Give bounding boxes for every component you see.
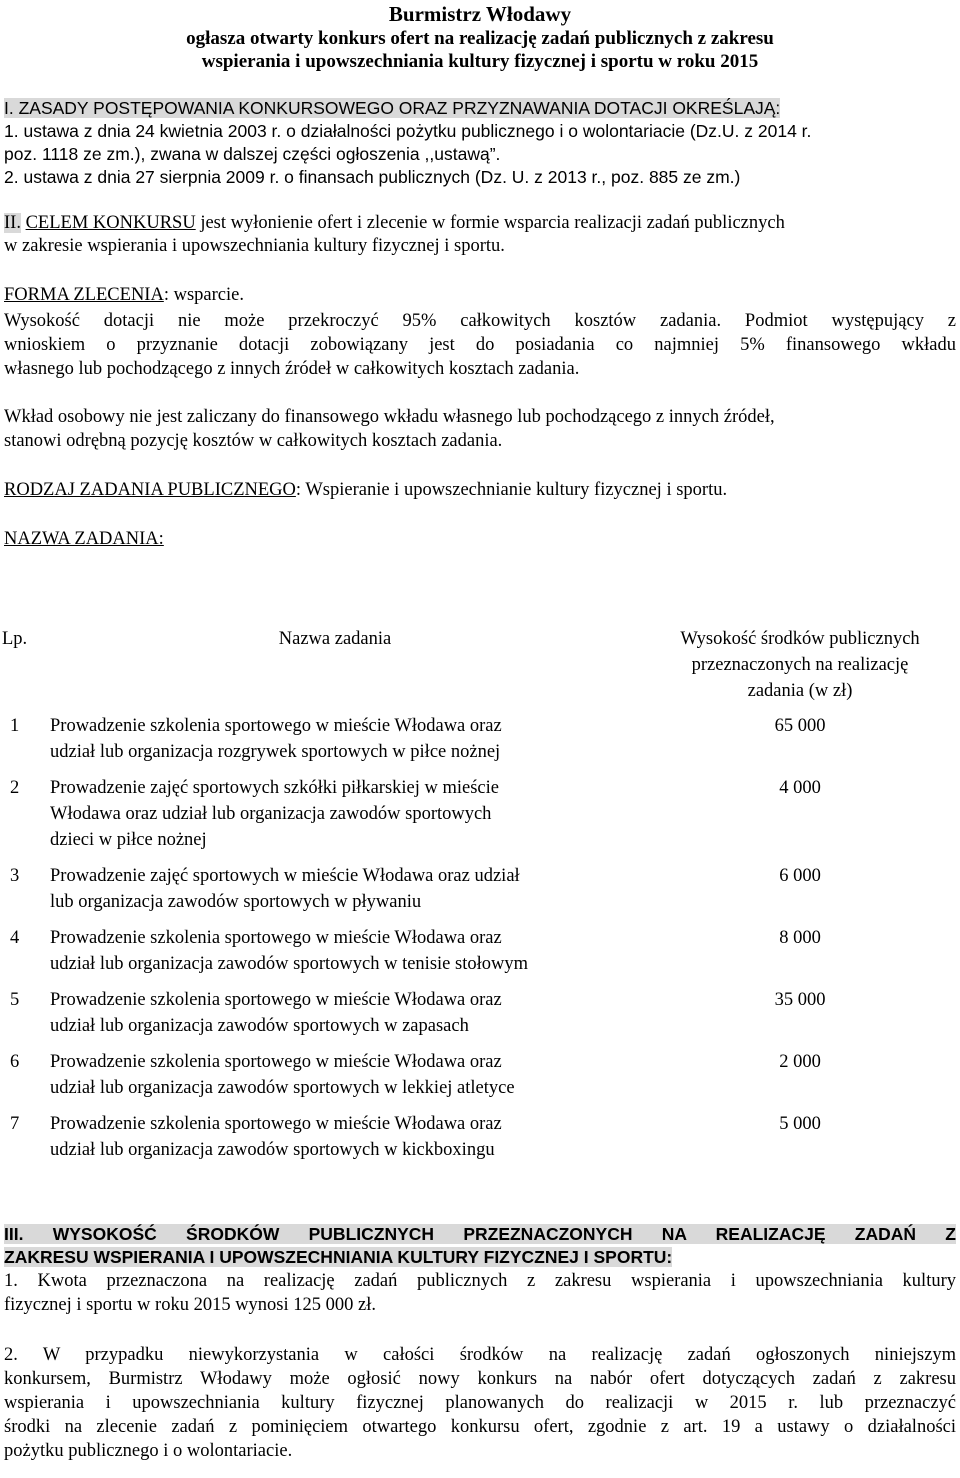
section2-goal-label: CELEM KONKURSU (25, 213, 196, 233)
section3-p2-line3: wspierania i upowszechniania kultury fizycznej planowanych do realizacji w 2015 r. lub przeznaczyć (4, 1393, 956, 1413)
section3-p1-line2: fizycznej i sportu w roku 2015 wynosi 125 000 zł. (4, 1295, 376, 1315)
section2-line2: w zakresie wspierania i upowszechniania kultury fizycznej i sportu. (4, 236, 505, 256)
row-task-line2: lub organizacja zawodów sportowych w pływaniu (50, 892, 422, 912)
table-header-amount-l3: zadania (w zł) (747, 681, 853, 701)
section1-heading: I. ZASADY POSTĘPOWANIA KONKURSOWEGO ORAZ PRZYZNAWANIA DOTACJI OKREŚLAJĄ: (4, 98, 781, 118)
row-amount: 35 000 (774, 990, 826, 1010)
paragraph2-line2: stanowi odrębną pozycję kosztów w całkowitych kosztach zadania. (4, 431, 503, 451)
table-header-amount-l1: Wysokość środków publicznych (680, 629, 920, 649)
section3-p2-line1: 2. W przypadku niewykorzystania w całości środków na realizację zadań ogłoszonych niniejszym (4, 1345, 956, 1365)
row-task-line2: udział lub organizacja zawodów sportowych w zapasach (50, 1016, 469, 1036)
row-task-line1: Prowadzenie szkolenia sportowego w mieście Włodawa oraz (50, 928, 502, 948)
row-lp: 3 (10, 866, 20, 886)
row-task-line2: udział lub organizacja zawodów sportowych w tenisie stołowym (50, 954, 528, 974)
document-title: Burmistrz Włodawy (388, 2, 572, 26)
row-task-line2: udział lub organizacja rozgrywek sportowych w piłce nożnej (50, 742, 501, 762)
section3-heading-line1: III. WYSOKOŚĆ ŚRODKÓW PUBLICZNYCH PRZEZNACZONYCH NA REALIZACJĘ ZADAŃ Z (4, 1224, 956, 1244)
row-task-line1: Prowadzenie szkolenia sportowego w mieście Włodawa oraz (50, 990, 502, 1010)
row-task-line1: Prowadzenie szkolenia sportowego w mieście Włodawa oraz (50, 1052, 502, 1072)
paragraph1-line2: wnioskiem o przyznanie dotacji zobowiązany jest do posiadania co najmniej 5% finansowego wkładu (4, 335, 956, 355)
row-lp: 6 (10, 1052, 20, 1072)
table-header-lp: Lp. (2, 629, 28, 649)
row-task-line2: udział lub organizacja zawodów sportowych w kickboxingu (50, 1140, 495, 1160)
section1-line1: 1. ustawa z dnia 24 kwietnia 2003 r. o działalności pożytku publicznego i o wolontariacie (Dz.U. z 2014 r. (4, 121, 812, 141)
section1-line3: 2. ustawa z dnia 27 sierpnia 2009 r. o finansach publicznych (Dz. U. z 2013 r., poz. 885 ze zm.) (4, 167, 741, 187)
forma-zlecenia: FORMA ZLECENIA: wsparcie. (4, 285, 244, 305)
section3-p2-line2: konkursem, Burmistrz Włodawy może ogłosić nowy konkurs na nabór ofert dotyczących zadań z zakresu (4, 1369, 956, 1389)
row-task-line3: dzieci w piłce nożnej (50, 830, 207, 850)
section3-p2-line4: środki na zlecenie zadań z pominięciem otwartego konkursu ofert, zgodnie z art. 19 a ustawy o działalności (4, 1417, 956, 1437)
row-lp: 4 (10, 928, 20, 948)
row-lp: 7 (10, 1114, 20, 1134)
row-task-line1: Prowadzenie szkolenia sportowego w mieście Włodawa oraz (50, 1114, 502, 1134)
row-task-line1: Prowadzenie zajęć sportowych w mieście Włodawa oraz udział (50, 866, 520, 886)
nazwa-zadania-label: NAZWA ZADANIA: (4, 529, 164, 549)
document-subtitle-line1: ogłasza otwarty konkurs ofert na realizację zadań publicznych z zakresu (186, 28, 774, 49)
row-amount: 65 000 (774, 716, 826, 736)
rodzaj-zadania: RODZAJ ZADANIA PUBLICZNEGO: Wspieranie i upowszechnianie kultury fizycznej i sportu. (4, 480, 728, 500)
row-amount: 6 000 (779, 866, 821, 886)
row-amount: 2 000 (779, 1052, 821, 1072)
row-amount: 8 000 (779, 928, 821, 948)
table-header-name: Nazwa zadania (278, 629, 392, 649)
document-subtitle-line2: wspierania i upowszechniania kultury fizycznej i sportu w roku 2015 (201, 51, 759, 72)
paragraph1-line3: własnego lub pochodzącego z innych źródeł w całkowitych kosztach zadania. (4, 359, 580, 379)
section3-heading-line2: ZAKRESU WSPIERANIA I UPOWSZECHNIANIA KULTURY FIZYCZNEJ I SPORTU: (4, 1247, 673, 1267)
section3-p2-line5: pożytku publicznego i o wolontariacie. (4, 1441, 293, 1461)
section3-p1-line1: 1. Kwota przeznaczona na realizację zadań publicznych z zakresu wspierania i upowszechniania kultury (4, 1271, 956, 1291)
row-lp: 5 (10, 990, 20, 1010)
section2-line1: II. CELEM KONKURSU jest wyłonienie ofert i zlecenie w formie wsparcia realizacji zadań publicznych (4, 213, 785, 233)
paragraph1-line1: Wysokość dotacji nie może przekroczyć 95% całkowitych kosztów zadania. Podmiot występujący z (4, 311, 956, 331)
row-task-line2: udział lub organizacja zawodów sportowych w lekkiej atletyce (50, 1078, 515, 1098)
row-task-line1: Prowadzenie szkolenia sportowego w mieście Włodawa oraz (50, 716, 502, 736)
row-amount: 4 000 (779, 778, 821, 798)
section1-line2: poz. 1118 ze zm.), zwana w dalszej części ogłoszenia ,,ustawą”. (4, 144, 501, 164)
paragraph2-line1: Wkład osobowy nie jest zaliczany do finansowego wkładu własnego lub pochodzącego z innych źródeł, (4, 407, 775, 427)
row-lp: 1 (10, 716, 20, 736)
row-amount: 5 000 (779, 1114, 821, 1134)
row-task-line2: Włodawa oraz udział lub organizacja zawodów sportowych (50, 804, 492, 824)
table-header-amount-l2: przeznaczonych na realizację (691, 655, 909, 675)
row-lp: 2 (10, 778, 20, 798)
row-task-line1: Prowadzenie zajęć sportowych szkółki piłkarskiej w mieście (50, 778, 499, 798)
